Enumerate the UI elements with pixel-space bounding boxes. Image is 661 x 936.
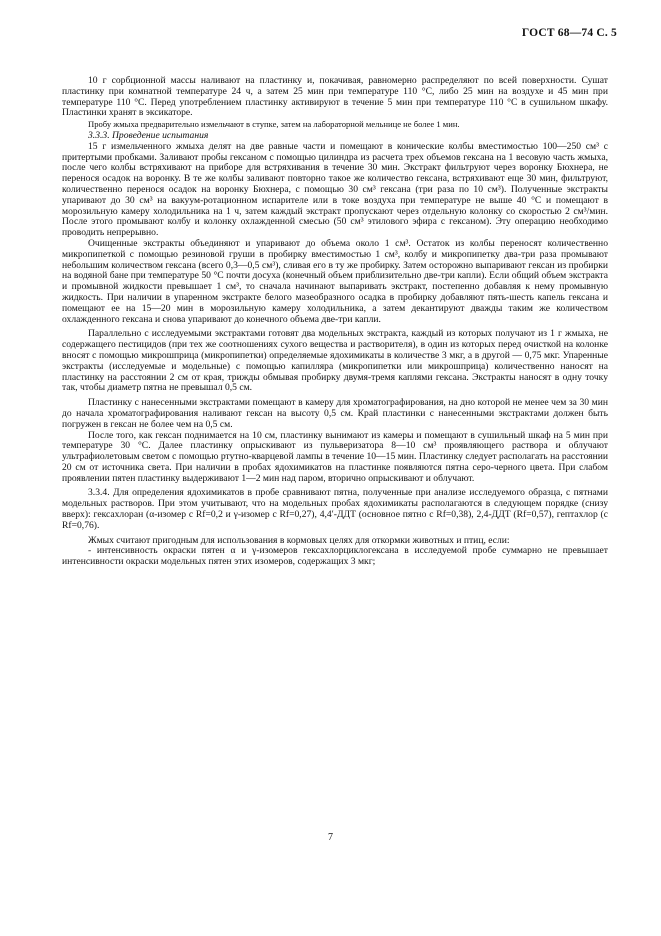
- paragraph-plate-preparation: 10 г сорбционной массы наливают на пластинку и, покачивая, равномерно распределяют по всей поверхности. Сушат пластинку при комнатной температуре 24 ч, а затем 25 мин при температуре 110 °С, либо 25 мин на воздухе и 45 мин при температуре 110 °С. Перед употреблением пластинку активируют в течение 5 мин при температуре 110 °С в сушильном шкафу. Пластинки хранят в эксикаторе.: [62, 75, 608, 119]
- document-body: [62, 76, 608, 568]
- section-heading-text: 3.3.3. Проведение испытания: [88, 129, 209, 141]
- paragraph-extraction: 15 г измельченного жмыха делят на две равные части и помещают в конические колбы вместимостью 100—250 см³ с притертыми пробками. Заливают пробы гексаном с помощью цилиндра из расчета трех объемов гексана на 1 весовую часть жмыха, после чего колбы встряхивают на приборе для встряхивания в течение 30 мин. Экстракт фильтруют через воронку Бюхнера, не перенося осадок на воронку. В те же колбы заливают повторно такое же количество гексана, встряхивают еще 30 мин, фильтруют, количественно перенося осадок на воронку Бюхнера, с помощью 30 см³ гексана (три раза по 10 см³). Полученные экстракты упаривают до 30 см³ на вакуум-ротационном испарителе или в токе воздуха при температуре не выше 40 °С и помещают в морозильную камеру холодильника на 1 ч, затем каждый экстракт пропускают через отдельную колонку со скоростью 2 см³/мин. После этого промывают колбу и колонку охлажденной смесью (50 см³ этилового эфира с гексаном). Эту операцию необходимо проводить непрерывно.: [62, 140, 608, 239]
- paragraph-model-extracts: Параллельно с исследуемыми экстрактами готовят два модельных экстракта, каждый из которых получают из 1 г жмыха, не содержащего пестицидов (при тех же соотношениях сухого вещества и растворителя), в один из которых перед очисткой на колонке вносят с помощью микрошприца (микропипетки) определяемые ядохимикаты в количестве 3 мкг, а в другой — 0,75 мкг. Упаренные экстракты (исследуемые и модельные) с помощью капилляра (микропипетки или микрошприца) количественно наносят на пластинку на расстоянии 2 см от края, трижды обмывая пробирку двумя-тремя каплями гексана. Экстракты наносят в одну точку так, чтобы диаметр пятна не превышал 0,5 см.: [62, 328, 608, 394]
- list-item-intensity: - интенсивность окраски пятен α и γ-изомеров гексахлорциклогексана в исследуемой пробе суммарно не превышает интенсивности окраски модельных пятен этих изомеров, содержащих 3 мкг;: [62, 545, 608, 568]
- paragraph-suitability: Жмых считают пригодным для использования в кормовых целях для откормки животных и птиц, если:: [88, 534, 510, 546]
- paragraph-development: После того, как гексан поднимается на 10 см, пластинку вынимают из камеры и помещают в сушильный шкаф на 5 мин при температуре 30 °С. Далее пластинку опрыскивают из пульверизатора 8—10 см³ проявляющего раствора и облучают ультрафиолетовым светом с помощью ртутно-кварцевой лампы в течение 10—15 мин. Пластинку следует располагать на расстоянии 20 см от источника света. При наличии в пробах ядохимикатов на пластинке появляются пятна серо-черного цвета. При слабом проявлении пятен пластинку выдерживают 1—2 мин над паром, вторично опрыскивают и облучают.: [62, 429, 608, 484]
- page-number: 7: [328, 832, 333, 843]
- paragraph-chromatography: Пластинку с нанесенными экстрактами помещают в камеру для хроматографирования, на дно которой не менее чем за 30 мин до начала хроматографирования наливают гексан на высоту 0,5 см. Край пластинки с нанесенными экстрактами должен быть погружен в гексан не более чем на 0,5 см.: [62, 397, 608, 430]
- paragraph-evaporation: Очищенные экстракты объединяют и упаривают до объема около 1 см³. Остаток из колбы переносят количественно микропипеткой с помощью резиновой груши в пробирку вместимостью 1 см³, колбу и микропипетку два-три раза промывают небольшим количеством гексана (всего 0,3—0,5 см³), сливая его в ту же пробирку. Затем осторожно выпаривают гексан из пробирки на водяной бане при температуре 50 °С почти досуха (конечный объем приблизительно две-три капли). Если общий объем экстракта и промывной жидкости превышает 1 см³, то сначала начинают выпаривать экстракт, постепенно добавляя к нему промывную жидкость. При наличии в упаренном экстракте белого мазеобразного осадка в пробирку добавляют пять-шесть капель гексана и помещают ее на 15—20 мин в морозильную камеру холодильника, а затем декантируют дважды таким же количеством охлажденного гексана и снова упаривают до конечного объема две-три капли.: [62, 237, 608, 325]
- paragraph-comparison: 3.3.4. Для определения ядохимикатов в пробе сравнивают пятна, полученные при анализе исследуемого образца, с пятнами модельных растворов. При этом учитывают, что на модельных пробах ядохимикаты располагаются в следующем порядке (снизу вверх): гексахлоран (α-изомер с Rf=0,2 и γ-изомер с Rf=0,27), 4,4′-ДДТ (основное пятно с Rf=0,38), 2,4-ДДТ (Rf=0,57), гептахлор (с Rf=0,76).: [62, 487, 608, 531]
- page-header: ГОСТ 68—74 С. 5: [521, 27, 617, 39]
- paragraph-sample-grinding: Пробу жмыха предварительно измельчают в ступке, затем на лабораторной мельнице не более 1 мин.: [88, 119, 460, 130]
